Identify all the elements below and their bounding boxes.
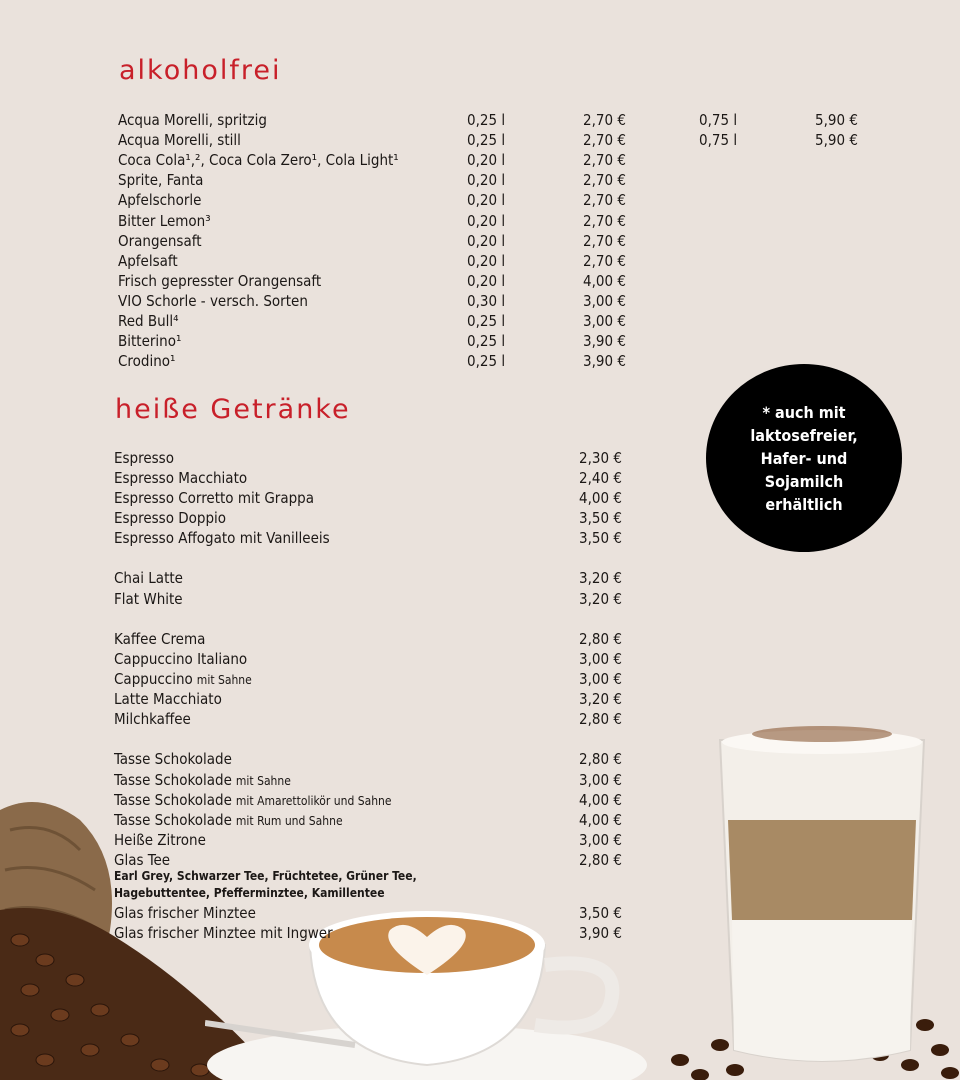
item-price: 2,70 €	[583, 151, 626, 170]
item-name	[114, 649, 247, 669]
item-price: 2,70 €	[583, 111, 626, 129]
item-price: 3,00 €	[579, 831, 622, 849]
item-price: 3,20 €	[579, 590, 622, 608]
item-name	[114, 923, 333, 943]
item-name-text: Chai Latte	[114, 569, 183, 587]
item-name-text: Cappuccino Italiano	[114, 650, 248, 668]
item-size: 0,25 l	[467, 312, 506, 330]
item-name: Bitterino¹	[118, 332, 182, 351]
item-price: 2,80 €	[579, 630, 622, 648]
item-size-large: 0,75 l	[699, 131, 738, 150]
item-name	[114, 770, 291, 791]
item-price: 3,90 €	[583, 352, 626, 371]
badge-line: laktosefreier,	[750, 425, 858, 445]
item-name-text: Milchkaffee	[114, 710, 191, 728]
item-size-large: 0,75 l	[699, 111, 738, 129]
item-price: 2,70 €	[583, 171, 626, 190]
item-size: 0,25 l	[467, 111, 506, 129]
lactose-free-badge	[706, 364, 902, 552]
badge-line: Hafer- und	[760, 448, 848, 468]
item-name: Acqua Morelli, still	[118, 131, 241, 150]
item-size: 0,20 l	[467, 251, 506, 270]
item-name-text: Tasse Schokolade	[114, 771, 232, 789]
item-size: 0,20 l	[467, 211, 506, 230]
item-price: 2,30 €	[579, 449, 622, 467]
item-price: 3,50 €	[579, 509, 622, 527]
item-price: 3,00 €	[579, 771, 622, 789]
badge-line: Sojamilch	[764, 471, 844, 491]
item-price: 4,00 €	[579, 489, 622, 507]
item-name-text: Cappuccino	[114, 670, 193, 688]
item-price: 2,80 €	[579, 710, 622, 728]
item-name	[114, 528, 330, 548]
section-title-alkoholfrei: alkoholfrei	[119, 55, 282, 86]
item-price: 2,80 €	[579, 750, 622, 768]
item-price: 3,00 €	[579, 670, 622, 688]
item-size: 0,20 l	[467, 191, 506, 210]
item-name-text: Heiße Zitrone	[114, 831, 206, 849]
badge-line: * auch mit	[762, 402, 846, 422]
item-name	[114, 568, 183, 588]
item-price: 4,00 €	[579, 791, 622, 809]
item-name: Frisch gepresster Orangensaft	[118, 271, 322, 290]
item-name-text: Glas Tee	[114, 851, 171, 869]
item-name-text: Glas frischer Minztee mit Ingwer	[114, 924, 333, 942]
item-price: 2,70 €	[583, 251, 626, 270]
item-name-text: Espresso	[114, 449, 174, 467]
item-name	[114, 589, 183, 609]
item-name-text: Espresso Corretto mit Grappa	[114, 489, 314, 507]
item-name	[114, 448, 174, 468]
item-price: 3,90 €	[583, 332, 626, 351]
item-name-text: Flat White	[114, 590, 183, 608]
item-name: Orangensaft	[118, 231, 202, 250]
item-name: Red Bull⁴	[118, 312, 179, 330]
item-price-large: 5,90 €	[815, 131, 858, 150]
item-price: 3,50 €	[579, 904, 622, 922]
item-name-suffix: mit Sahne	[235, 774, 291, 788]
item-price: 3,00 €	[583, 291, 626, 310]
item-size: 0,25 l	[467, 332, 506, 351]
item-size: 0,25 l	[467, 131, 506, 150]
item-size: 0,30 l	[467, 291, 506, 310]
item-name-text: Glas frischer Minztee	[114, 904, 256, 922]
item-name: Sprite, Fanta	[118, 171, 204, 190]
item-name	[114, 629, 205, 649]
item-price: 4,00 €	[579, 811, 622, 829]
section-title-heisse-getraenke: heiße Getränke	[115, 394, 351, 425]
item-name	[114, 488, 314, 508]
item-size: 0,20 l	[467, 171, 506, 190]
item-name	[114, 508, 226, 528]
item-name-text: Espresso Doppio	[114, 509, 227, 527]
item-name	[114, 830, 206, 850]
item-price: 3,00 €	[583, 312, 626, 330]
item-price: 2,70 €	[583, 131, 626, 150]
item-name	[114, 749, 232, 769]
item-name-text: Tasse Schokolade	[114, 750, 232, 768]
item-name	[114, 669, 252, 690]
item-price: 4,00 €	[583, 271, 626, 290]
item-name-text: Tasse Schokolade	[114, 811, 232, 829]
item-price: 2,70 €	[583, 211, 626, 230]
item-name	[114, 903, 256, 923]
item-name: Acqua Morelli, spritzig	[118, 111, 267, 129]
item-name	[114, 810, 343, 831]
item-name: Bitter Lemon³	[118, 211, 211, 230]
item-price: 2,70 €	[583, 231, 626, 250]
item-name	[114, 689, 222, 709]
item-price: 3,20 €	[579, 690, 622, 708]
item-size: 0,25 l	[467, 352, 506, 371]
item-price: 2,70 €	[583, 191, 626, 210]
item-name: Apfelsaft	[118, 251, 178, 270]
item-size: 0,20 l	[467, 231, 506, 250]
item-name-text: Tasse Schokolade	[114, 791, 232, 809]
item-name	[114, 709, 191, 729]
item-price: 3,00 €	[579, 650, 622, 668]
item-size: 0,20 l	[467, 271, 506, 290]
tea-varieties-note: Earl Grey, Schwarzer Tee, Früchtetee, Grüner Tee,	[114, 869, 417, 883]
item-name-suffix: mit Rum und Sahne	[235, 814, 343, 828]
item-name	[114, 790, 392, 811]
item-size: 0,20 l	[467, 151, 506, 170]
item-name-text: Espresso Macchiato	[114, 469, 248, 487]
item-name-suffix: mit Sahne	[196, 673, 252, 687]
item-name: Crodino¹	[118, 352, 176, 371]
item-price-large: 5,90 €	[815, 111, 858, 129]
item-name-text: Kaffee Crema	[114, 630, 206, 648]
item-name-suffix: mit Amarettolikör und Sahne	[235, 794, 392, 808]
latte-macchiato-glass-icon	[714, 720, 930, 1080]
item-price: 3,50 €	[579, 529, 622, 547]
badge-line: erhältlich	[765, 494, 843, 514]
item-price: 3,90 €	[579, 924, 622, 942]
item-name: VIO Schorle - versch. Sorten	[118, 291, 308, 310]
item-price: 3,20 €	[579, 569, 622, 587]
item-name	[114, 850, 170, 870]
tea-varieties-note: Hagebuttentee, Pfefferminztee, Kamillentee	[114, 886, 385, 900]
item-price: 2,40 €	[579, 469, 622, 487]
item-name: Coca Cola¹,², Coca Cola Zero¹, Cola Light¹	[118, 151, 399, 170]
item-name-text: Latte Macchiato	[114, 690, 222, 708]
item-price: 2,80 €	[579, 851, 622, 869]
item-name-text: Espresso Affogato mit Vanilleeis	[114, 529, 330, 547]
item-name: Apfelschorle	[118, 191, 202, 210]
item-name	[114, 468, 247, 488]
